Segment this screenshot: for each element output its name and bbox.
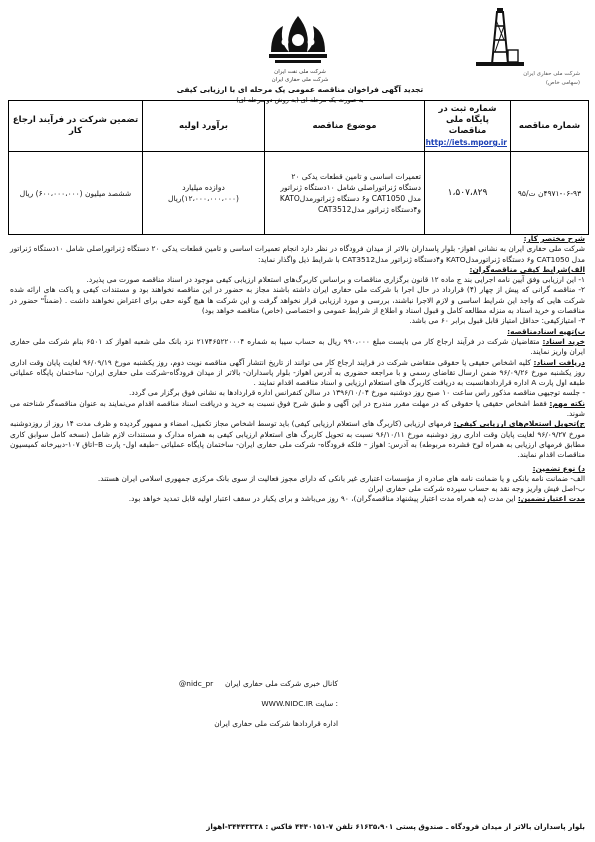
nioc-logo-icon	[265, 12, 331, 66]
condition-3: ۳- امتیازکیفی: حداقل امتیاز قابل قبول برابر ۶۰ می باشد.	[409, 316, 585, 326]
important-note-text: فقط اشخاص حقیقی یا حقوقی که در مهلت مقرر مندرج در این آگهی و طبق شرح فوق نسبت به خرید و دریافت اسناد مناقصه اقدام می‌نمایند به عنوان مناقصه‌گر شناخته می شوند.	[10, 398, 585, 419]
receive-docs-heading: دریافت اسناد:	[533, 357, 585, 367]
receive-docs-text: کلیه اشخاص حقیقی یا حقوقی متقاضی شرکت در فرایند ارجاع کار می توانند از تاریخ انتشار آگهی مناقصه نوبت دوم، روز یکشنبه مورخ ۹۶/۰۹/۱۹ لغایت پایان وقت اداری روز یکشنبه مورخ ۹۶/۰۹/۲۶ ضمن ارسال تقاضای رسمی و با مراجعه حضوری به آدرس اهواز- بلوار پاسداران- بالاتر از میدان فرودگاه-شرکت ملی حفاری ایران- ساختمان پایگاه عملیاتی طبقه اول پارت A اداره قراردادهانسبت به دریافت کاربرگ های استعلام ارزیابی و اسناد مناقصه اقدام نمایند .	[10, 357, 585, 388]
header-tender-no: شماره مناقصه	[511, 101, 589, 152]
channel-handle-link[interactable]: @nidc_pr	[178, 679, 214, 688]
header-estimate: برآورد اولیه	[143, 101, 265, 152]
tender-table	[8, 100, 589, 235]
header-guarantee: تضمین شرکت در فرآیند ارجاع کار	[9, 101, 143, 152]
section-a-heading: الف)شرایط کیفی مناقصه‌گران:	[469, 264, 585, 274]
validity-text: این مدت (به همراه مدت اعتبار پیشنهاد مناقصه‌گران)، ۹۰ روز می‌باشد و برای یکبار در سقف اعتبار اولیه قابل تمدید خواهد بود.	[128, 494, 516, 504]
validity-heading: مدت اعتبارتضمین:	[517, 494, 585, 504]
company-name-line: شرکت ملی حفاری ایران	[523, 71, 580, 77]
section-b-heading: ب)تهیه اسنادمناقصه:	[507, 326, 585, 336]
header-subject: موضوع مناقصه	[265, 101, 425, 152]
footer-address: بلوار پاسداران بالاتر از میدان فرودگاه ـ صندوق پستی ۶۱۶۳۵،۹۰۱ تلفن ۷-۴۴۴۰۱۵۱ فاکس : ۳۴۴۴۳۳۳۸-اهواز	[206, 822, 585, 831]
company-name-left	[430, 70, 580, 88]
buy-docs-text: متقاضیان شرکت در فرآیند ارجاع کار می بایست مبلغ ۹۹۰،۰۰۰ ریال به حساب سیبا به شماره ۲۱۷۴۶۵۲۲۰۰۰۴ نزد بانک ملی شعبه اهواز کد ۶۵۰۱ بنام شرکت ملی حفاری ایران واریز نمایند.	[10, 336, 585, 357]
company-type-line: (سهامی خاص)	[545, 80, 580, 86]
caption-line: شرکت ملی حفاری ایران	[271, 77, 329, 83]
channel-label: کانال خبری شرکت ملی حفاری ایران	[224, 679, 338, 688]
drilling-rig-logo-icon	[470, 6, 530, 68]
notice-body	[10, 234, 585, 505]
footer-links	[38, 674, 338, 734]
cell-tender-no: ۴۹۷۱-۰۶-۹۳ن ت/۹۵	[511, 152, 589, 235]
table-header-row	[9, 101, 589, 152]
notice-title-line: تجدید آگهی فراخوان مناقصه عمومی یک مرحله ای با ارزیابی کیفی	[176, 85, 424, 94]
cell-estimate: دوازده میلیارد (۱۲،۰۰۰،۰۰۰،۰۰۰)ریال	[143, 152, 265, 235]
cell-guarantee: ششصد میلیون (۶۰۰،۰۰۰،۰۰۰) ریال	[9, 152, 143, 235]
caption-line: شرکت ملی نفت ایران	[274, 69, 326, 75]
section-d-heading: د) نوع تضمین:	[532, 463, 585, 473]
registry-header-label: شماره ثبت در پایگاه ملی مناقصات	[438, 104, 497, 136]
website-link[interactable]: WWW.NIDC.IR	[261, 699, 314, 708]
important-note-heading: نکته مهم:	[549, 398, 586, 408]
registry-url-link[interactable]: http://iets.mporg.ir	[425, 138, 507, 147]
summary-text: شرکت ملی حفاری ایران به نشانی اهواز- بلوار پاسداران بالاتر از میدان فرودگاه در نظر دارد انجام تعمیرات اساسی و تامین قطعات یدکی ۲۰ دستگاه ژنراتوراصلی شامل ۱۰دستگاه ژنراتور مدل CAT1050 و۶ دستگاه ژنراتورمدلKATO و۴دستگاه ژنراتور مدلCAT3512 با شرایط ذیل واگذار نماید:	[10, 244, 585, 264]
cell-subject: تعمیرات اساسی و تامین قطعات یدکی ۲۰ دستگاه ژنراتوراصلی شامل ۱۰دستگاه ژنراتور مدل CAT1050 و۶ دستگاه ژنراتورمدلKATO و۴دستگاه ژنراتور مدلCAT3512	[265, 152, 425, 235]
header-caption	[190, 68, 410, 84]
table-row	[9, 152, 589, 235]
website-row	[38, 694, 338, 714]
guarantee-type-a: الف- ضمانت نامه بانکی و یا ضمانت نامه های صادره از مؤسسات اعتباری غیر بانکی که دارای مجوز فعالیت از سوی بانک مرکزی جمهوری اسلامی ایران هستند.	[97, 473, 585, 483]
condition-1: ۱- این ارزیابی وفق آیین نامه اجرایی بند ج ماده ۱۲ قانون برگزاری مناقصات و براساس کاربرگ‌های استعلام ارزیابی کیفی موجود در اسناد مناقصه صورت می پذیرد.	[86, 275, 585, 285]
section-summary-heading: شرح مختصر کار:	[523, 234, 585, 243]
department-row: اداره قراردادها شرکت ملی حفاری ایران	[214, 719, 338, 728]
briefing-text: - جلسه توجیهی مناقصه مذکور راس ساعت ۱۰ صبح روز دوشنبه مورخ ۱۳۹۶/۱۰/۰۴ در سالن کنفرانس اداره قراردادها به نشانی فوق برگزار می گردد.	[128, 388, 585, 398]
cell-registry-no: ۱،۵۰۷،۸۲۹	[425, 152, 511, 235]
buy-docs-heading: خرید اسناد:	[542, 336, 585, 346]
guarantee-type-b: ب-اصل فیش واریز وجه نقد به حساب سپرده شرکت ملی حفاری ایران	[368, 484, 585, 494]
site-label: : سایت	[315, 699, 338, 708]
delivery-text: فرمهای ارزیابی (کاربرگ های استعلام ارزیابی کیفی) باید توسط اشخاص مجاز تکمیل، امضاء و ممهور گردیده و ظرف مدت ۱۴ روز از روزدوشنبه مورخ ۹۶/۰۹/۲۷ لغایت پایان وقت اداری روز دوشنبه مورخ ۹۶/۱۰/۱۱ نسبت به تحویل کاربرگ های استعلام ارزیابی کیفی به همراه مدارک و مستندات لازم شامل (نسخه کامل سوابق کاری مطابق فرمهای ارزیابی به همراه لوح فشرده مربوطه) به آدرس: اهواز – فلکه فرودگاه- شرکت ملی حفاری ایران- ساختمان پایگاه عملیاتی –طبقه اول- پارت B–اتاق ۱۰۷-دبیرخانه کمیسیون مناقصات اقدام نمایند.	[10, 419, 586, 460]
notice-subtitle-line: به صورت یک مرحله ای (به روش دو مرحله ای)	[236, 96, 364, 104]
news-channel-row	[38, 674, 338, 694]
section-c-heading: ج)تحویل استعلام‌های ارزیابی کیفی:	[453, 419, 585, 429]
header-registry-no	[425, 101, 511, 152]
condition-2: ۲- مناقصه گرانی که پیش از چهار (۴) قرارداد در حال اجرا با شرکت ملی حفاری ایران داشته باشند مجاز به حضور در این مناقصه نخواهند بود و مستندات کیفی و پاکت های ارائه شده شرکت هایی که واجد این شرایط اساسی و لازم الاجرا نباشند، بررسی و مورد ارزیابی قرار نخواهد گرفت و این شرکت ها هیچ گونه حقی برای اعتراض نخواهند داشت . (ضمناً" حضور در مناقصات و خرید اسناد به منزله مطالعه کامل و قبول اسناد و اطلاع از شرایط عمومی و اختصاصی (خاص) مناقصه خواهد بود)	[10, 285, 585, 316]
